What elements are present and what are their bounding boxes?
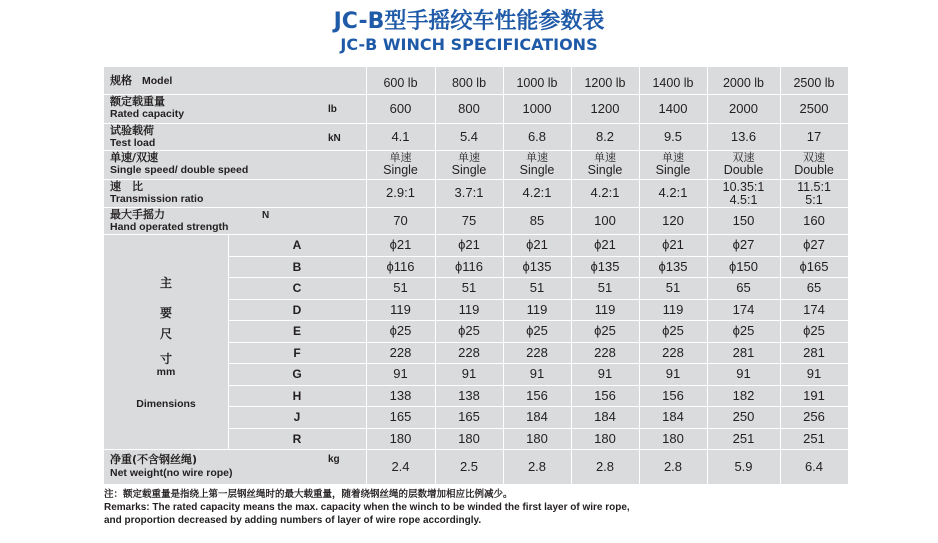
table-cell: 91 xyxy=(461,366,477,381)
table-cell: 65 xyxy=(806,280,822,295)
column-header: 600 lb xyxy=(383,76,418,90)
table-cell: 91 xyxy=(806,366,822,381)
table-cell: 2.8 xyxy=(527,458,547,474)
table-cell: 1400 xyxy=(658,100,688,116)
table-cell: Single xyxy=(451,163,487,177)
table-cell: 119 xyxy=(390,301,411,317)
table-cell: 800 xyxy=(458,100,480,116)
table-cell: Single xyxy=(519,163,555,177)
table-cell: 65 xyxy=(736,280,751,295)
table-cell: 11.5:1 xyxy=(797,180,831,194)
table-cell: 228 xyxy=(526,344,548,360)
row-label-cn: 试验载荷 xyxy=(110,124,154,137)
table-cell: 184 xyxy=(594,409,616,424)
table-cell: 100 xyxy=(594,212,616,228)
dimension-key: R xyxy=(292,431,302,446)
dimensions-label-cn: 主 xyxy=(159,276,172,290)
dimensions-label-cn: 寸 xyxy=(159,352,172,366)
table-cell: 281 xyxy=(803,344,825,360)
table-cell-cn: 单速 xyxy=(458,151,480,164)
table-cell: 150 xyxy=(732,212,755,228)
table-cell: ϕ25 xyxy=(389,323,412,338)
row-label-cn: 净重(不含钢丝绳) xyxy=(110,453,198,466)
table-cell: ϕ21 xyxy=(389,237,412,252)
column-header: 1200 lb xyxy=(584,76,626,90)
dimensions-label-unit: mm xyxy=(156,366,176,378)
table-cell: 119 xyxy=(526,301,548,317)
table-cell: 91 xyxy=(393,366,408,381)
table-cell: 228 xyxy=(458,344,480,360)
table-cell: 2.5 xyxy=(459,458,479,474)
model-label-cn: 规格 xyxy=(110,74,132,87)
dimension-key: J xyxy=(293,410,301,424)
row-label-en: Hand operated strength xyxy=(110,221,229,233)
table-cell: ϕ25 xyxy=(803,323,825,338)
table-cell: 180 xyxy=(594,430,616,446)
grid-hline xyxy=(228,428,848,429)
grid-hline xyxy=(104,94,848,95)
dimension-key: A xyxy=(292,238,302,252)
row-label-cn: 速 比 xyxy=(110,180,143,193)
remarks-en-line2: and proportion decreased by adding numbers of layer of wire rope accordingly. xyxy=(104,515,482,526)
row-label-en: Transmission ratio xyxy=(110,193,204,205)
grid-hline xyxy=(228,320,848,321)
row-label-en: Net weight(no wire rope) xyxy=(110,467,233,479)
table-cell: 10.35:1 xyxy=(722,180,765,194)
table-cell: ϕ25 xyxy=(662,323,684,338)
table-cell: 6.8 xyxy=(527,128,547,144)
table-cell: 256 xyxy=(803,409,825,424)
table-cell-cn: 单速 xyxy=(594,151,616,164)
table-cell: 85 xyxy=(529,212,545,228)
table-cell: 91 xyxy=(736,366,751,381)
table-cell: 5.4 xyxy=(459,128,479,144)
row-unit: kN xyxy=(328,133,341,144)
dimensions-label-en: Dimensions xyxy=(136,398,196,410)
table-cell: 119 xyxy=(594,301,616,317)
table-cell: ϕ135 xyxy=(658,258,688,274)
table-cell: ϕ21 xyxy=(458,237,480,252)
table-cell: 1200 xyxy=(590,100,620,116)
model-label-en: Model xyxy=(142,75,173,87)
page-title-en: JC-B WINCH SPECIFICATIONS xyxy=(340,35,598,54)
table-cell: 51 xyxy=(461,280,477,295)
row-unit: N xyxy=(262,210,270,221)
table-cell: 228 xyxy=(389,344,412,360)
table-cell-cn: 单速 xyxy=(662,151,684,164)
column-header: 800 lb xyxy=(451,76,487,90)
table-cell: 165 xyxy=(458,409,480,424)
dimensions-label-cn: 尺 xyxy=(159,327,172,341)
table-cell: 6.4 xyxy=(804,458,824,474)
table-cell: ϕ150 xyxy=(729,258,758,274)
table-cell: 70 xyxy=(393,212,408,228)
remarks-cn: 注：额定载重量是指绕上第一层钢丝绳时的最大载重量，随着绕钢丝绳的层数增加相应比例减少。 xyxy=(104,489,513,500)
table-cell: Double xyxy=(723,163,764,177)
table-cell: 160 xyxy=(803,212,825,228)
table-cell: 251 xyxy=(732,430,755,446)
table-cell: 180 xyxy=(389,430,412,446)
grid-hline xyxy=(228,385,848,386)
table-cell: 4.2:1 xyxy=(590,185,620,200)
table-cell: 75 xyxy=(461,212,477,228)
table-cell: ϕ25 xyxy=(732,323,755,338)
table-cell: 119 xyxy=(458,301,480,317)
table-cell-cn: 单速 xyxy=(526,151,548,164)
dimension-key: F xyxy=(293,345,301,360)
table-cell: 174 xyxy=(803,301,825,317)
column-header: 1400 lb xyxy=(652,76,694,90)
table-cell: ϕ135 xyxy=(590,258,620,274)
table-cell: 600 xyxy=(389,100,412,116)
table-cell: 250 xyxy=(732,409,755,424)
grid-hline xyxy=(228,256,848,257)
page-title-cn: JC-B型手摇绞车性能参数表 xyxy=(333,9,605,34)
row-label-cn: 单速/双速 xyxy=(110,151,159,164)
table-cell: 251 xyxy=(803,430,825,446)
table-cell: 156 xyxy=(662,387,684,403)
table-cell: ϕ25 xyxy=(594,323,616,338)
table-cell: 228 xyxy=(594,344,616,360)
row-label-cn: 最大手摇力 xyxy=(110,208,165,221)
table-cell: 228 xyxy=(662,344,684,360)
row-label-en: Rated capacity xyxy=(110,108,185,120)
table-cell: 184 xyxy=(526,409,548,424)
table-cell: 2000 xyxy=(729,100,758,116)
row-label-cn: 额定载重量 xyxy=(110,95,165,108)
table-cell: 51 xyxy=(665,280,681,295)
row-unit: lb xyxy=(328,104,337,115)
table-cell: 184 xyxy=(662,409,684,424)
column-header: 1000 lb xyxy=(516,76,558,90)
grid-hline xyxy=(104,123,848,124)
table-cell: 91 xyxy=(529,366,545,381)
table-cell-cn: 双速 xyxy=(732,151,755,164)
dimensions-label-cn: 要 xyxy=(159,306,172,320)
table-cell: 2.9:1 xyxy=(386,185,415,200)
table-cell: ϕ25 xyxy=(458,323,480,338)
table-cell: 2.8 xyxy=(663,458,683,474)
column-header: 2500 lb xyxy=(793,76,835,90)
row-label-en: Single speed/ double speed xyxy=(110,164,249,176)
table-cell: ϕ21 xyxy=(662,237,684,252)
remarks xyxy=(104,488,630,527)
dimension-key: H xyxy=(292,388,302,403)
spec-table xyxy=(104,67,848,484)
table-cell: ϕ165 xyxy=(799,258,829,274)
table-cell: 13.6 xyxy=(730,128,757,144)
table-cell: ϕ135 xyxy=(522,258,552,274)
table-cell: 138 xyxy=(458,387,480,403)
table-cell: 9.5 xyxy=(663,128,683,144)
table-cell: 2.4 xyxy=(391,458,410,474)
grid-hline xyxy=(104,234,848,235)
table-cell: ϕ116 xyxy=(454,258,483,274)
dimension-key: B xyxy=(292,259,302,274)
table-cell: ϕ27 xyxy=(803,237,825,252)
table-cell: ϕ116 xyxy=(386,258,415,274)
table-cell: 8.2 xyxy=(595,128,615,144)
table-cell: ϕ27 xyxy=(732,237,755,252)
table-cell: 120 xyxy=(662,212,684,228)
table-cell: 3.7:1 xyxy=(454,185,484,200)
table-cell: 281 xyxy=(732,344,755,360)
table-cell: 4.1 xyxy=(391,128,410,144)
table-cell: 91 xyxy=(597,366,613,381)
table-cell: 1000 xyxy=(522,100,552,116)
table-cell: Double xyxy=(794,163,834,177)
grid-hline xyxy=(104,449,848,450)
column-header: 2000 lb xyxy=(722,76,764,90)
table-cell: ϕ21 xyxy=(526,237,548,252)
table-cell: 4.5:1 xyxy=(729,193,758,207)
table-cell: 4.2:1 xyxy=(658,185,688,200)
table-cell: ϕ21 xyxy=(594,237,616,252)
table-cell: 2500 xyxy=(799,100,829,116)
table-cell: Single xyxy=(655,163,691,177)
table-cell: 119 xyxy=(662,301,684,317)
table-cell-cn: 双速 xyxy=(803,151,825,164)
grid-hline xyxy=(104,207,848,208)
table-cell: 180 xyxy=(662,430,684,446)
row-unit: kg xyxy=(328,454,340,465)
table-cell: 180 xyxy=(526,430,548,446)
grid-hline xyxy=(228,342,848,343)
table-cell: 182 xyxy=(732,387,755,403)
grid-hline xyxy=(228,277,848,278)
table-cell: 191 xyxy=(803,387,825,403)
table-cell: 156 xyxy=(526,387,548,403)
dimension-key: G xyxy=(292,367,302,381)
table-cell-cn: 单速 xyxy=(389,151,412,164)
grid-hline xyxy=(228,299,848,300)
table-cell: 91 xyxy=(665,366,681,381)
table-cell: 51 xyxy=(529,280,545,295)
table-cell: 5:1 xyxy=(805,193,823,207)
table-cell: 5.9 xyxy=(734,458,753,474)
table-cell: ϕ25 xyxy=(526,323,548,338)
table-cell: 174 xyxy=(732,301,755,317)
table-cell: 2.8 xyxy=(595,458,615,474)
dimension-key: D xyxy=(292,302,302,317)
dimension-key: E xyxy=(292,324,301,338)
table-cell: 4.2:1 xyxy=(522,185,552,200)
table-cell: 180 xyxy=(458,430,480,446)
table-cell: 138 xyxy=(389,387,412,403)
table-cell: Single xyxy=(587,163,623,177)
remarks-en-line1: Remarks: The rated capacity means the max. capacity when the winch to be winded the first layer of wire rope, xyxy=(104,502,630,513)
table-cell: 51 xyxy=(393,280,408,295)
table-cell: 165 xyxy=(389,409,412,424)
table-cell: 17 xyxy=(806,128,822,144)
table-cell: 156 xyxy=(594,387,616,403)
grid-hline xyxy=(228,406,848,407)
table-cell: 51 xyxy=(597,280,613,295)
table-cell: Single xyxy=(383,163,418,177)
dimension-key: C xyxy=(292,281,302,295)
grid-hline xyxy=(228,363,848,364)
row-label-en: Test load xyxy=(110,137,156,149)
